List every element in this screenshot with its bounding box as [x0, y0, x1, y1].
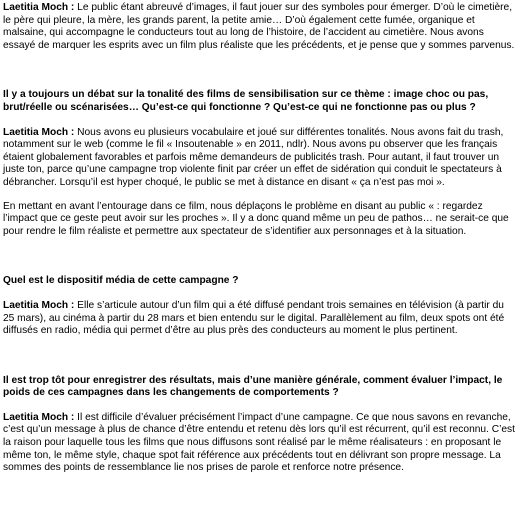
question-3: Il est trop tôt pour enregistrer des résultats, mais d’une manière générale, comment évaluer l’impact, le poids de ces campagnes dans les changements de comportements ? [3, 374, 503, 399]
spacer [3, 400, 518, 412]
speaker-label: Laetitia Moch : [3, 2, 75, 13]
answer-text: Il est difficile d’évaluer précisément l’impact d’une campagne. Ce que nous savons en revanche, c’est qu’un message à plus de chance d’être entendu et retenu dès lors qu’il est récurrent, qu’il est reconnu. C’est la raison pour laquelle tous les films que nous diffusons sont réalisé par le même réalisateurs : en proposant le même ton, le même style, chaque spot fait référence aux précédents tout en délivrant son propre message. La sommes des points de ressemblance lie nos prises de parole et renforce notre présence. [3, 411, 515, 474]
answer-paragraph-4 [3, 300, 518, 338]
spacer [3, 190, 518, 201]
speaker-label: Laetitia Moch : [3, 126, 75, 138]
answer-text: Nous avons eu plusieurs vocabulaire et joué sur différentes tonalités. Nous avons fait du trash, notamment sur le web (comme le fil « Insoutenable » en 2011, ndlr). Nous avons pu observer que les français étaient globalement favorables et parfois même demandeurs de publicités trash. Pour autant, il faut trouver un juste ton, parce qu’une campagne trop violente finit par créer un effet de sidération qui conduit le spectateurs à débrancher. Lorsqu’il est hyper choqué, le public se met à distance en disant « ça n’est pas moi ». [3, 126, 504, 188]
question-2: Quel est le dispositif média de cette campagne ? [3, 275, 239, 287]
spacer [3, 238, 518, 275]
speaker-label: Laetitia Moch : [3, 411, 75, 423]
question-1: Il y a toujours un débat sur la tonalité des films de sensibilisation sur ce thème : image choc ou pas, brut/réelle ou scénarisées… Qu’est-ce qui fonctionne ? Qu’est-ce qui ne fonctionne pas ou plus ? [3, 89, 489, 113]
answer-paragraph-1 [3, 2, 518, 52]
answer-paragraph-2 [3, 127, 518, 190]
spacer [3, 52, 518, 89]
spacer [3, 338, 518, 375]
paragraph-3: En mettant en avant l’entourage dans ce film, nous déplaçons le problème en disant au public « : regardez l’impact que ce geste peut avoir sur les proches ». Il y a donc quand même un peu de pathos… ne serait-ce que pour rendre le film réaliste et permettre aux spectateur de s’identifier aux personnages et à la situation. [3, 200, 509, 237]
answer-paragraph-5 [3, 412, 518, 475]
spacer [3, 115, 518, 127]
answer-text: Le public étant abreuvé d’images, il faut jouer sur des symboles pour émerger. D’où le cimetière, le père qui pleure, la mère, les grands parent, la petite amie… D’où également cette fumée, organique et malsaine, qui accompagne le conducteurs tout au long de l’histoire, de l’accident au cimetière. Nous avons essayé de marquer les esprits avec un film plus réaliste que les précédents, et je pense que y sommes parvenus. [3, 2, 515, 51]
spacer [3, 288, 518, 300]
answer-text: Elle s’articule autour d’un film qui a été diffusé pendant trois semaines en télévision (à partir du 25 mars), au cinéma à partir du 28 mars et bien entendu sur le digital. Parallèlement au film, deux spots ont été diffusés en radio, média qui permet d’être au plus près des conducteurs au moment le plus pertinent. [3, 299, 505, 337]
speaker-label: Laetitia Moch : [3, 299, 75, 311]
